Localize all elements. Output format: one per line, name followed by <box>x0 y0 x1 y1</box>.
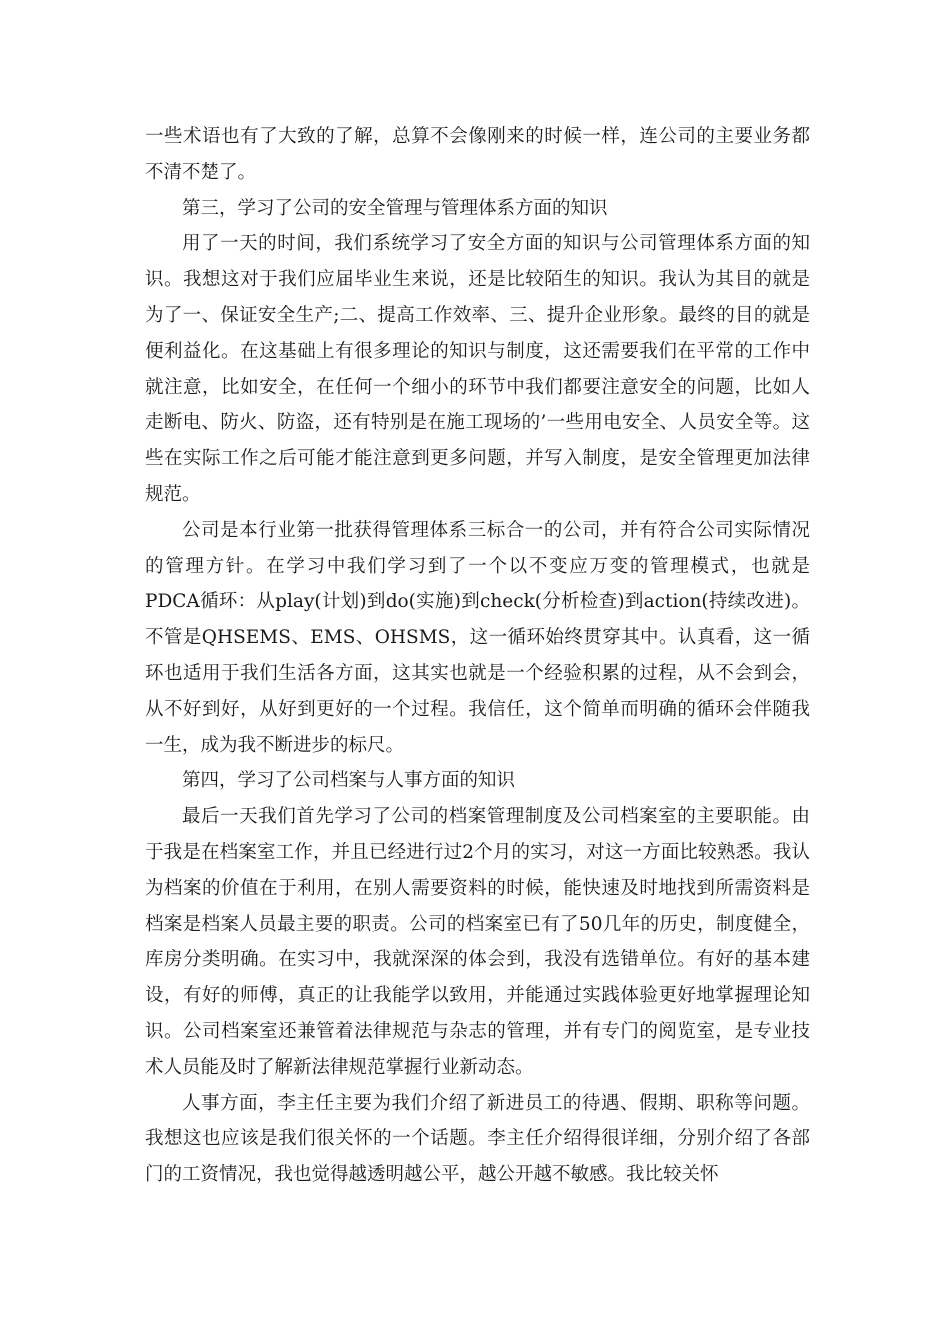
section-heading-third: 第三，学习了公司的安全管理与管理体系方面的知识 <box>182 197 608 219</box>
paragraph-archives: 最后一天我们首先学习了公司的档案管理制度及公司档案室的主要职能。由于我是在档案室工作，并且已经进行过2个月的实习，对这一方面比较熟悉。我认为档案的价值在于利用，在别人需要资料的时候，能快速及时地找到所需资料是档案是档案人员最主要的职责。公司的档案室已有了50几年的历史，制度健全，库房分类明确。在实习中，我就深深的体会到，我没有选错单位。有好的基本建设，有好的师傅，真正的让我能学以致用，并能通过实践体验更好地掌握理论知识。公司档案室还兼管着法律规范与杂志的管理，并有专门的阅览室，是专业技术人员能及时了解新法律规范掌握行业新动态。 <box>145 806 810 1078</box>
paragraph-safety: 用了一天的时间，我们系统学习了安全方面的知识与公司管理体系方面的知识。我想这对于我们应届毕业生来说，还是比较陌生的知识。我认为其目的就是为了一、保证安全生产;二、提高工作效率、三、提升企业形象。最终的目的就是便利益化。在这基础上有很多理论的知识与制度，这还需要我们在平常的工作中就注意，比如安全，在任何一个细小的环节中我们都要注意安全的问题，比如人走断电、防火、防盗，还有特别是在施工现场的’一些用电安全、人员安全等。这些在实际工作之后可能才能注意到更多问题，并写入制度，是安全管理更加法律规范。 <box>145 233 810 505</box>
paragraph-personnel: 人事方面，李主任主要为我们介绍了新进员工的待遇、假期、职称等问题。我想这也应该是我们很关怀的一个话题。李主任介绍得很详细，分别介绍了各部门的工资情况，我也觉得越透明越公平，越公开越不敏感。我比较关怀 <box>145 1092 810 1186</box>
document-page <box>145 119 810 1193</box>
paragraph-continuation: 一些术语也有了大致的了解，总算不会像刚来的时候一样，连公司的主要业务都不清不楚了。 <box>145 126 810 183</box>
section-heading-fourth: 第四，学习了公司档案与人事方面的知识 <box>182 770 516 792</box>
paragraph-management-system: 公司是本行业第一批获得管理体系三标合一的公司，并有符合公司实际情况的管理方针。在学习中我们学习到了一个以不变应万变的管理模式，也就是PDCA循环：从play(计划)到do(实施)到check(分析检查)到action(持续改进)。不管是QHSEMS、EMS、OHSMS，这一循环始终贯穿其中。认真看，这一循环也适用于我们生活各方面，这其实也就是一个经验积累的过程，从不会到会，从不好到好，从好到更好的一个过程。我信任，这个简单而明确的循环会伴随我一生，成为我不断进步的标尺。 <box>145 519 810 756</box>
